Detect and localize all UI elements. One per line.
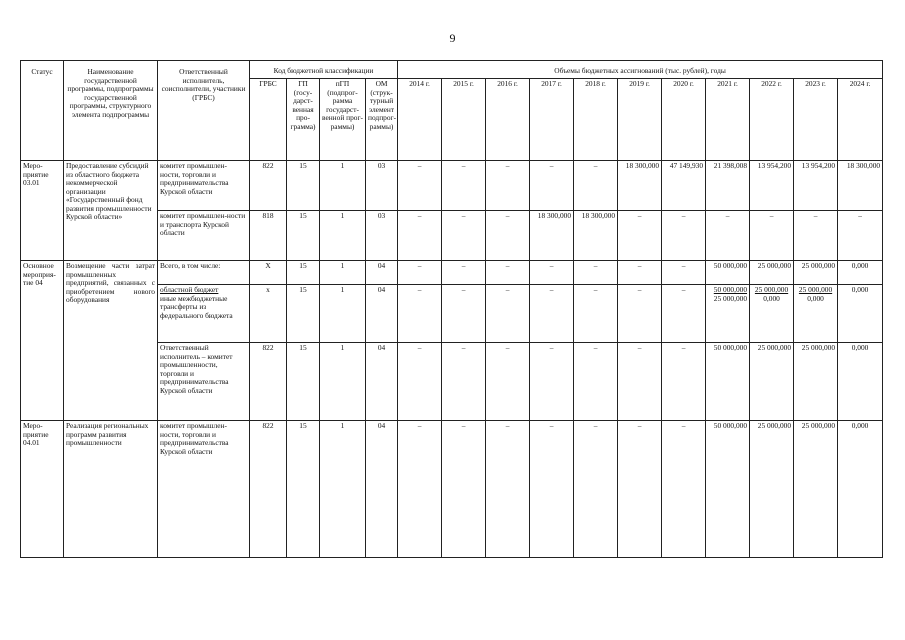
value-cell: 18 300,000: [838, 161, 883, 211]
code-om: 03: [366, 161, 398, 211]
row-status: Основное мероприя-тие 04: [21, 261, 64, 421]
value-cell: 21 398,008: [706, 161, 750, 211]
value-cell: –: [442, 285, 486, 343]
row-name: Предоставление субсидий из областного бюджета некоммерческой организации «Государственный фонд развития промышленности Курской области»: [64, 161, 158, 261]
header-year: 2014 г.: [398, 79, 442, 161]
value-cell: –: [574, 261, 618, 285]
value-cell: 50 000,000: [706, 261, 750, 285]
value-cell: 25 000,000: [794, 343, 838, 421]
value-cell: 25 000,000: [750, 261, 794, 285]
budget-table: [20, 60, 883, 558]
executor-text: иные межбюджетные трансферты из федерального бюджета: [160, 293, 233, 320]
header-year: 2017 г.: [530, 79, 574, 161]
value-cell: 25 000,000: [750, 421, 794, 558]
code-grbs: 822: [250, 343, 287, 421]
value-cell: –: [662, 211, 706, 261]
value-sub: 0,000: [807, 293, 824, 303]
value-main: 25 000,000: [798, 285, 833, 294]
value-cell: –: [574, 343, 618, 421]
header-year: 2016 г.: [486, 79, 530, 161]
value-cell: –: [662, 421, 706, 558]
value-cell: –: [398, 421, 442, 558]
value-cell: –: [530, 261, 574, 285]
value-cell: [706, 285, 750, 343]
code-gp: 15: [287, 161, 320, 211]
code-pgp: 1: [320, 211, 366, 261]
code-om: 04: [366, 421, 398, 558]
header-volumes: Объемы бюджетных ассигнований (тыс. рублей), годы: [398, 61, 883, 79]
value-cell: –: [530, 421, 574, 558]
code-pgp: 1: [320, 343, 366, 421]
header-budget-code: Код бюджетной классификации: [250, 61, 398, 79]
value-cell: –: [618, 261, 662, 285]
value-cell: –: [618, 343, 662, 421]
value-cell: 25 000,000: [794, 261, 838, 285]
value-cell: –: [618, 285, 662, 343]
value-cell: –: [398, 285, 442, 343]
row-executor: комитет промышлен-ности и транспорта Курской области: [158, 211, 250, 261]
value-cell: 25 000,000: [794, 421, 838, 558]
row-executor: Ответственный исполнитель – комитет промышленности, торговли и предпринимательства Курской области: [158, 343, 250, 421]
value-cell: –: [486, 285, 530, 343]
value-cell: –: [398, 211, 442, 261]
value-cell: –: [442, 161, 486, 211]
value-cell: –: [486, 421, 530, 558]
code-pgp: 1: [320, 261, 366, 285]
row-status: Меро-приятие 04.01: [21, 421, 64, 558]
value-cell: [794, 285, 838, 343]
value-cell: 50 000,000: [706, 421, 750, 558]
value-cell: –: [442, 421, 486, 558]
code-grbs: Х: [250, 261, 287, 285]
code-pgp: 1: [320, 285, 366, 343]
value-cell: –: [618, 421, 662, 558]
value-cell: –: [618, 211, 662, 261]
value-cell: –: [442, 211, 486, 261]
value-cell: 0,000: [838, 285, 883, 343]
header-code-pgp: пГП (подпрог-рамма государст-венной прог-раммы): [320, 79, 366, 161]
header-code-om: ОМ (струк-турный элемент подпрог-раммы): [366, 79, 398, 161]
header-year: 2023 г.: [794, 79, 838, 161]
row-executor: комитет промышлен-ности, торговли и предпринимательства Курской области: [158, 161, 250, 211]
header-year: 2020 г.: [662, 79, 706, 161]
code-gp: 15: [287, 261, 320, 285]
code-pgp: 1: [320, 161, 366, 211]
header-status: Статус: [21, 61, 64, 161]
header-year: 2019 г.: [618, 79, 662, 161]
value-cell: –: [486, 261, 530, 285]
value-cell: –: [574, 285, 618, 343]
value-cell: –: [706, 211, 750, 261]
value-main: 50 000,000: [713, 285, 748, 294]
value-cell: –: [574, 421, 618, 558]
value-cell: 0,000: [838, 421, 883, 558]
value-cell: –: [530, 161, 574, 211]
row-status: Меро-приятие 03.01: [21, 161, 64, 261]
value-sub: 0,000: [763, 293, 780, 303]
row-name: Реализация региональных программ развития промышленности: [64, 421, 158, 558]
value-cell: –: [486, 161, 530, 211]
value-cell: –: [750, 211, 794, 261]
value-cell: –: [662, 343, 706, 421]
header-year: 2018 г.: [574, 79, 618, 161]
code-grbs: х: [250, 285, 287, 343]
executor-underlined: областной бюджет: [160, 285, 219, 294]
code-gp: 15: [287, 285, 320, 343]
table-row: [21, 161, 883, 211]
header-code-grbs: ГРБС: [250, 79, 287, 161]
value-cell: 50 000,000: [706, 343, 750, 421]
header-year: 2024 г.: [838, 79, 883, 161]
row-name: Возмещение части затрат промышленных предприятий, связанных с приобретением нового оборудования: [64, 261, 158, 421]
value-cell: 18 300,000: [618, 161, 662, 211]
value-cell: –: [442, 343, 486, 421]
value-cell: 13 954,200: [794, 161, 838, 211]
value-cell: 0,000: [838, 261, 883, 285]
value-cell: 13 954,200: [750, 161, 794, 211]
page-number: 9: [449, 31, 456, 45]
header-name: Наименование государственной программы, подпрограммы государственной программы, структурного элемента подпрограммы: [64, 61, 158, 161]
value-cell: –: [794, 211, 838, 261]
value-cell: –: [398, 343, 442, 421]
value-cell: –: [838, 211, 883, 261]
header-executor: Ответственный исполнитель, соисполнители, участники (ГРБС): [158, 61, 250, 161]
code-gp: 15: [287, 211, 320, 261]
table-row: [21, 261, 883, 285]
code-grbs: 822: [250, 161, 287, 211]
value-cell: 18 300,000: [574, 211, 618, 261]
value-cell: –: [662, 261, 706, 285]
code-pgp: 1: [320, 421, 366, 558]
value-cell: –: [398, 261, 442, 285]
value-main: 25 000,000: [754, 285, 789, 294]
value-cell: –: [486, 343, 530, 421]
header-year: 2015 г.: [442, 79, 486, 161]
value-cell: –: [442, 261, 486, 285]
value-cell: –: [662, 285, 706, 343]
value-cell: [750, 285, 794, 343]
row-executor: [158, 285, 250, 343]
value-cell: –: [486, 211, 530, 261]
code-om: 03: [366, 211, 398, 261]
value-cell: –: [530, 285, 574, 343]
value-cell: –: [398, 161, 442, 211]
value-cell: 25 000,000: [750, 343, 794, 421]
value-sub: 25 000,000: [713, 293, 748, 303]
header-code-gp: ГП (госу-дарст-венная про-грамма): [287, 79, 320, 161]
code-grbs: 822: [250, 421, 287, 558]
row-executor: Всего, в том числе:: [158, 261, 250, 285]
value-cell: –: [530, 343, 574, 421]
header-year: 2021 г.: [706, 79, 750, 161]
header-year: 2022 г.: [750, 79, 794, 161]
code-gp: 15: [287, 343, 320, 421]
row-executor: комитет промышлен-ности, торговли и предпринимательства Курской области: [158, 421, 250, 558]
value-cell: –: [574, 161, 618, 211]
code-grbs: 818: [250, 211, 287, 261]
code-gp: 15: [287, 421, 320, 558]
code-om: 04: [366, 285, 398, 343]
value-cell: 0,000: [838, 343, 883, 421]
code-om: 04: [366, 261, 398, 285]
table-row: [21, 421, 883, 558]
code-om: 04: [366, 343, 398, 421]
value-cell: 47 149,930: [662, 161, 706, 211]
value-cell: 18 300,000: [530, 211, 574, 261]
